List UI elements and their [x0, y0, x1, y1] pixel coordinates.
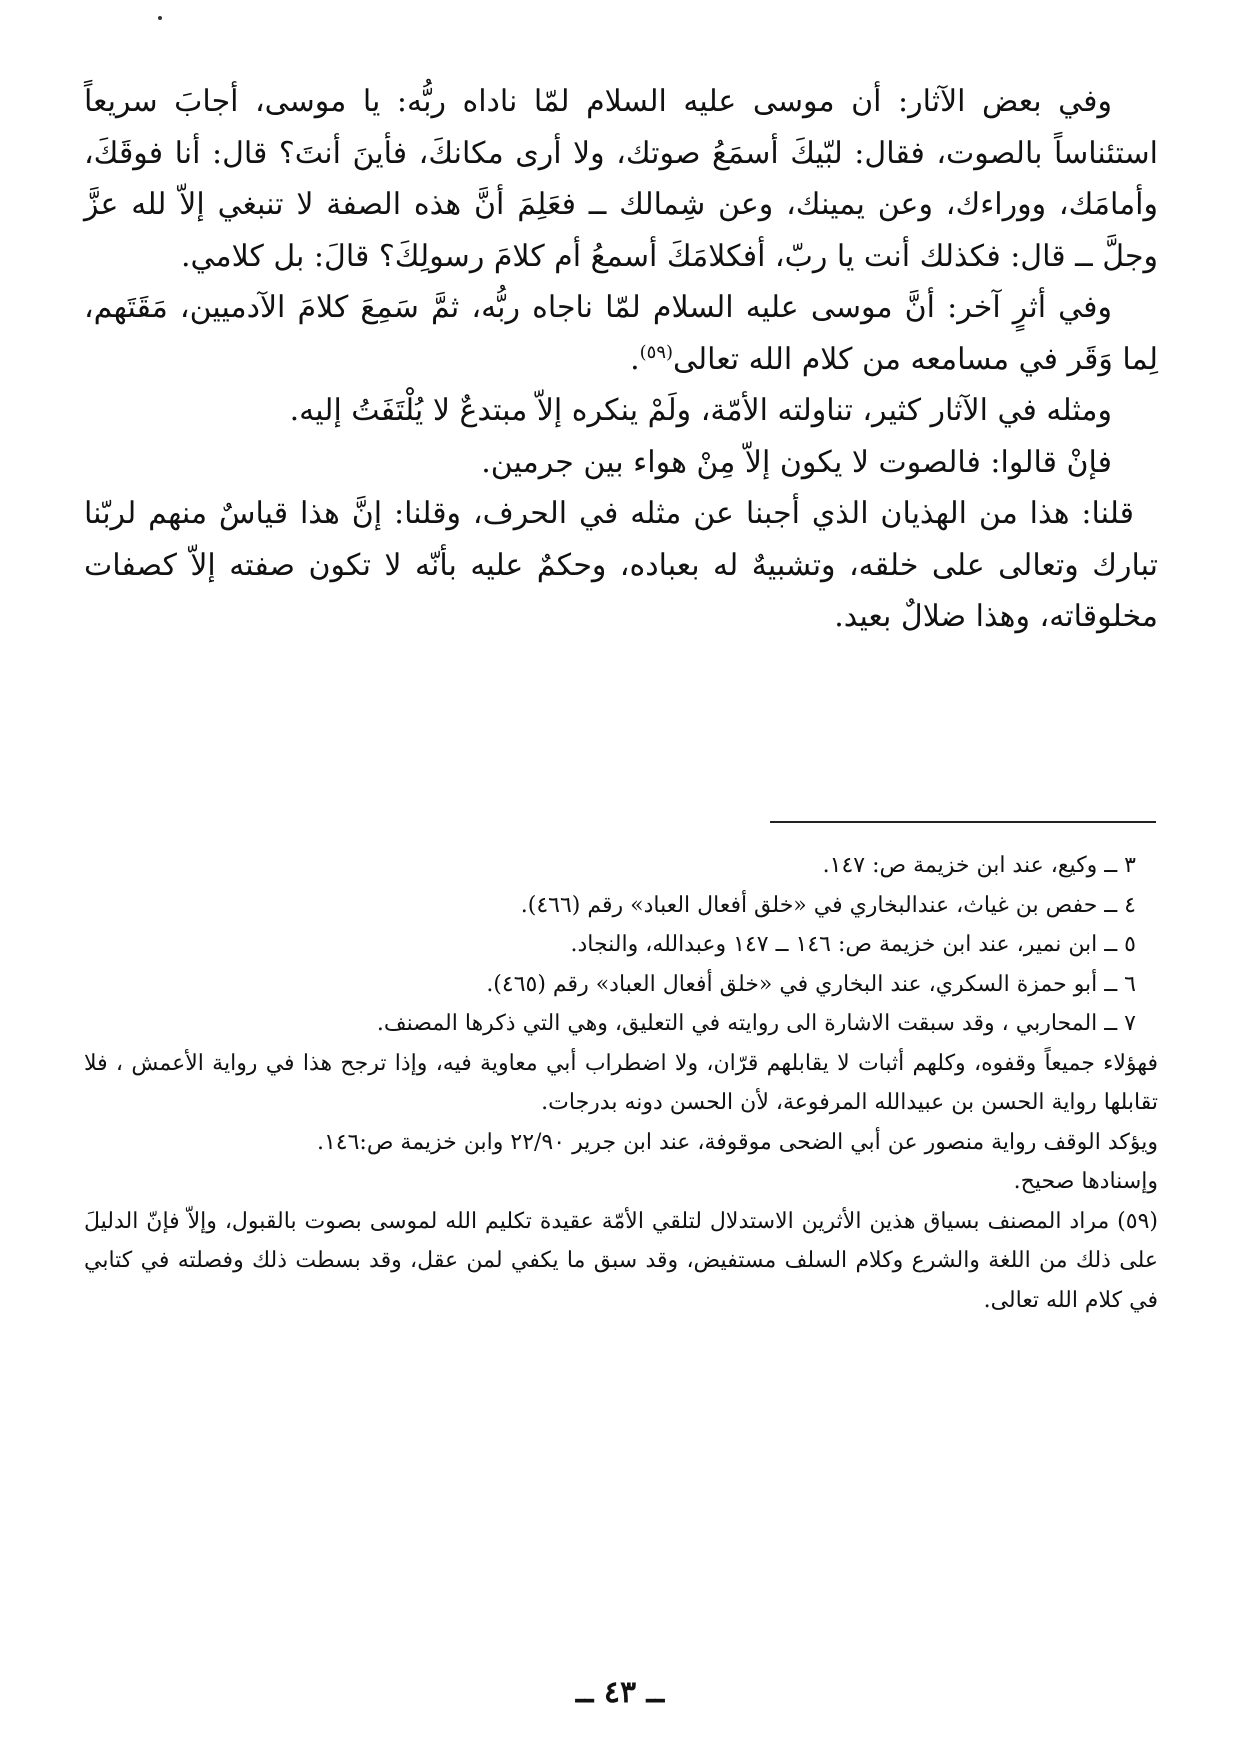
footnote-item-7: ٧ ــ المحاربي ، وقد سبقت الاشارة الى روايته في التعليق، وهي التي ذكرها المصنف. — [376, 1011, 1136, 1036]
footnote-item-3: ٣ ــ وكيع، عند ابن خزيمة ص: ١٤٧. — [822, 853, 1136, 878]
paragraph-other-athar — [84, 282, 1158, 385]
paragraph-reply: قلنا: هذا من الهذيان الذي أجبنا عن مثله في الحرف، وقلنا: إنَّ هذا قياسٌ منهم لربّنا تبارك وتعالى على خلقه، وتشبيهٌ له بعباده، وحكمٌ عليه بأنّه لا تكون صفته إلاّ كصفات مخلوقاته، وهذا ضلالٌ بعيد. — [84, 496, 1158, 634]
paragraph-moses-call: وفي بعض الآثار: أن موسى عليه السلام لمّا ناداه ربُّه: يا موسى، أجابَ سريعاً استئناساً بالصوت، فقال: لبّيكَ أسمَعُ صوتك، ولا أرى مكانكَ، فأينَ أنتَ؟ قال: أنا فوقَكَ، وأمامَك، ووراءك، وعن يمينك، وعن شِمالك ــ فعَلِمَ أنَّ هذه الصفة لا تنبغي إلاّ لله عزَّ وجلَّ ــ قال: فكذلك أنت يا ربّ، أفكلامَكَ أسمعُ أم كلامَ رسولِكَ؟ قالَ: بل كلامي. — [84, 84, 1158, 274]
footnote-ref-59[interactable]: (٥٩) — [639, 341, 674, 363]
paragraph-objection: فإنْ قالوا: فالصوت لا يكون إلاّ مِنْ هواء بين جرمين. — [481, 444, 1112, 480]
footnote-paragraph-isnad: وإسنادها صحيح. — [1013, 1169, 1158, 1194]
paragraph-other-athar-text: وفي أثرٍ آخر: أنَّ موسى عليه السلام لمّا ناجاه ربُّه، ثمَّ سَمِعَ كلامَ الآدميين، مَقَتَهم، لِما وَقَر في مسامعه من كلام الله تعالى — [84, 290, 1158, 377]
page-number: ــ ٤٣ ــ — [575, 1675, 665, 1710]
footnote-paragraph-waqf: فهؤلاء جميعاً وقفوه، وكلهم أثبات لا يقابلهم قرّان، ولا اضطراب أبي معاوية فيه، وإذا ترجح هذا في رواية الأعمش ، فلا تقابلها رواية الحسن بن عبيدالله المرفوعة، لأن الحسن دونه بدرجات. — [84, 1050, 1158, 1115]
footnote-item-4: ٤ ــ حفص بن غياث، عندالبخاري في «خلق أفعال العباد» رقم (٤٦٦). — [520, 892, 1136, 918]
footnote-item-6: ٦ ــ أبو حمزة السكري، عند البخاري في «خلق أفعال العباد» رقم (٤٦٥). — [486, 971, 1136, 997]
footnote-item-5: ٥ ــ ابن نمير، عند ابن خزيمة ص: ١٤٦ ــ ١٤٧ وعبدالله، والنجاد. — [570, 932, 1136, 957]
footnote-divider — [770, 821, 1156, 823]
paragraph-other-athar-end: . — [630, 341, 640, 377]
footnotes — [84, 846, 1158, 1320]
footnote-paragraph-confirm: ويؤكد الوقف رواية منصور عن أبي الضحى موقوفة، عند ابن جرير ٢٢/٩٠ وابن خزيمة ص:١٤٦. — [316, 1129, 1158, 1155]
paragraph-many-athar: ومثله في الآثار كثير، تناولته الأمّة، ولَمْ ينكره إلاّ مبتدعٌ لا يُلْتَفَتُ إليه. — [289, 393, 1112, 428]
scan-speck — [158, 16, 162, 20]
main-text — [84, 76, 1158, 643]
footnote-59: (٥٩) مراد المصنف بسياق هذين الأثرين الاستدلال لتلقي الأمّة عقيدة تكليم الله لموسى بصوت بالقبول، وإلاّ فإنّ الدليلَ على ذلك من اللغة والشرع وكلام السلف مستفيض، وقد سبق ما يكفي لمن عقل، وقد بسطت ذلك وفصلته في كتابي في كلام الله تعالى. — [84, 1208, 1158, 1313]
